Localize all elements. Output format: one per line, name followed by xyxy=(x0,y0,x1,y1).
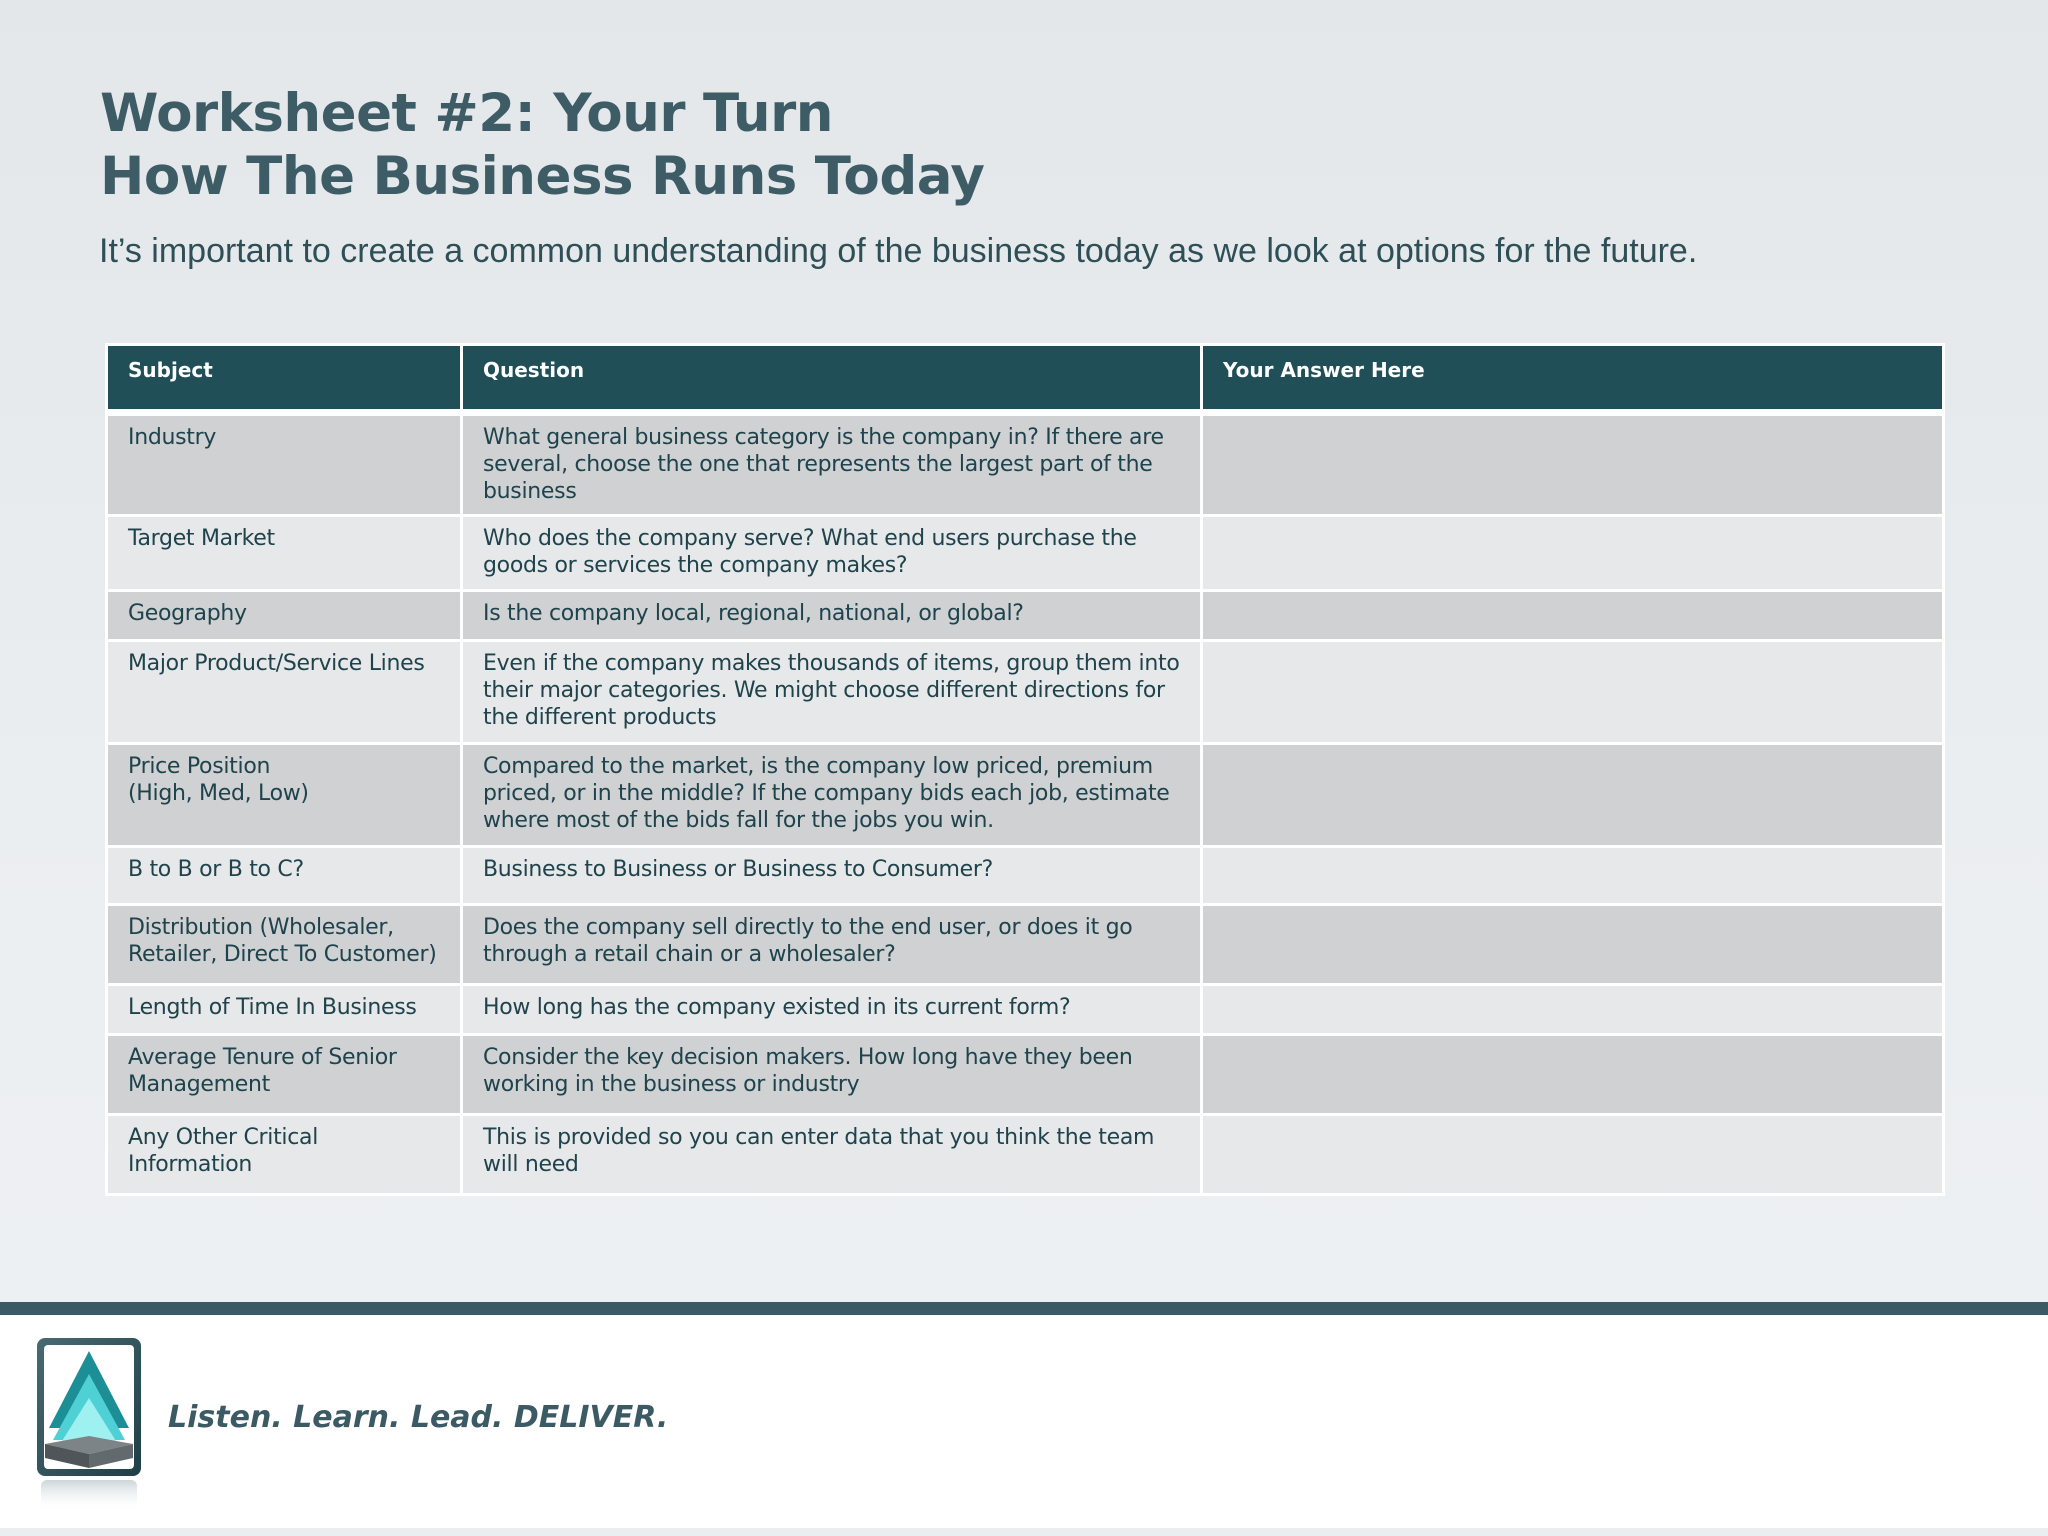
answer-cell[interactable] xyxy=(1202,985,1944,1035)
table-row xyxy=(107,744,1944,847)
subject-cell: Price Position (High, Med, Low) xyxy=(107,744,462,847)
column-header-subject: Subject xyxy=(107,345,462,413)
answer-cell[interactable] xyxy=(1202,1115,1944,1195)
answer-cell[interactable] xyxy=(1202,413,1944,516)
question-cell: How long has the company existed in its current form? xyxy=(462,985,1202,1035)
table-row xyxy=(107,985,1944,1035)
answer-cell[interactable] xyxy=(1202,641,1944,744)
question-cell: Consider the key decision makers. How long have they been working in the business or industry xyxy=(462,1035,1202,1115)
subject-cell: Distribution (Wholesaler, Retailer, Direct To Customer) xyxy=(107,905,462,985)
question-cell: Is the company local, regional, national, or global? xyxy=(462,591,1202,641)
question-cell: Does the company sell directly to the end user, or does it go through a retail chain or a wholesaler? xyxy=(462,905,1202,985)
footer-bottom-strip xyxy=(0,1528,2048,1536)
answer-cell[interactable] xyxy=(1202,744,1944,847)
column-header-answer: Your Answer Here xyxy=(1202,345,1944,413)
table-row xyxy=(107,1115,1944,1195)
subject-cell: Average Tenure of Senior Management xyxy=(107,1035,462,1115)
question-cell: Business to Business or Business to Consumer? xyxy=(462,847,1202,905)
question-cell: This is provided so you can enter data that you think the team will need xyxy=(462,1115,1202,1195)
subject-cell: Any Other Critical Information xyxy=(107,1115,462,1195)
subject-cell: Major Product/Service Lines xyxy=(107,641,462,744)
table-row xyxy=(107,413,1944,516)
question-cell: What general business category is the company in? If there are several, choose the one that represents the largest part of the business xyxy=(462,413,1202,516)
answer-cell[interactable] xyxy=(1202,1035,1944,1115)
subject-cell: Industry xyxy=(107,413,462,516)
footer-tagline: Listen. Learn. Lead. DELIVER. xyxy=(168,1400,669,1435)
subject-cell: Target Market xyxy=(107,516,462,591)
table-row xyxy=(107,847,1944,905)
table-header-row xyxy=(107,345,1944,413)
table-row xyxy=(107,905,1944,985)
table-row xyxy=(107,516,1944,591)
answer-cell[interactable] xyxy=(1202,516,1944,591)
page-title-line-1: Worksheet #2: Your Turn xyxy=(100,83,833,144)
subject-cell: Geography xyxy=(107,591,462,641)
footer-divider xyxy=(0,1302,2048,1315)
table-row xyxy=(107,591,1944,641)
table-row xyxy=(107,1035,1944,1115)
question-cell: Who does the company serve? What end users purchase the goods or services the company makes? xyxy=(462,516,1202,591)
table-row xyxy=(107,641,1944,744)
company-logo-icon xyxy=(35,1336,145,1516)
answer-cell[interactable] xyxy=(1202,905,1944,985)
page-subtitle: It’s important to create a common understanding of the business today as we look at options for the future. xyxy=(99,232,1698,270)
answer-cell[interactable] xyxy=(1202,847,1944,905)
question-cell: Even if the company makes thousands of items, group them into their major categories. We might choose different directions for the different products xyxy=(462,641,1202,744)
worksheet-table xyxy=(105,343,1945,1196)
subject-cell: Length of Time In Business xyxy=(107,985,462,1035)
page-title-line-2: How The Business Runs Today xyxy=(100,146,985,207)
answer-cell[interactable] xyxy=(1202,591,1944,641)
question-cell: Compared to the market, is the company low priced, premium priced, or in the middle? If the company bids each job, estimate where most of the bids fall for the jobs you win. xyxy=(462,744,1202,847)
column-header-question: Question xyxy=(462,345,1202,413)
page-title xyxy=(100,82,984,208)
subject-cell: B to B or B to C? xyxy=(107,847,462,905)
